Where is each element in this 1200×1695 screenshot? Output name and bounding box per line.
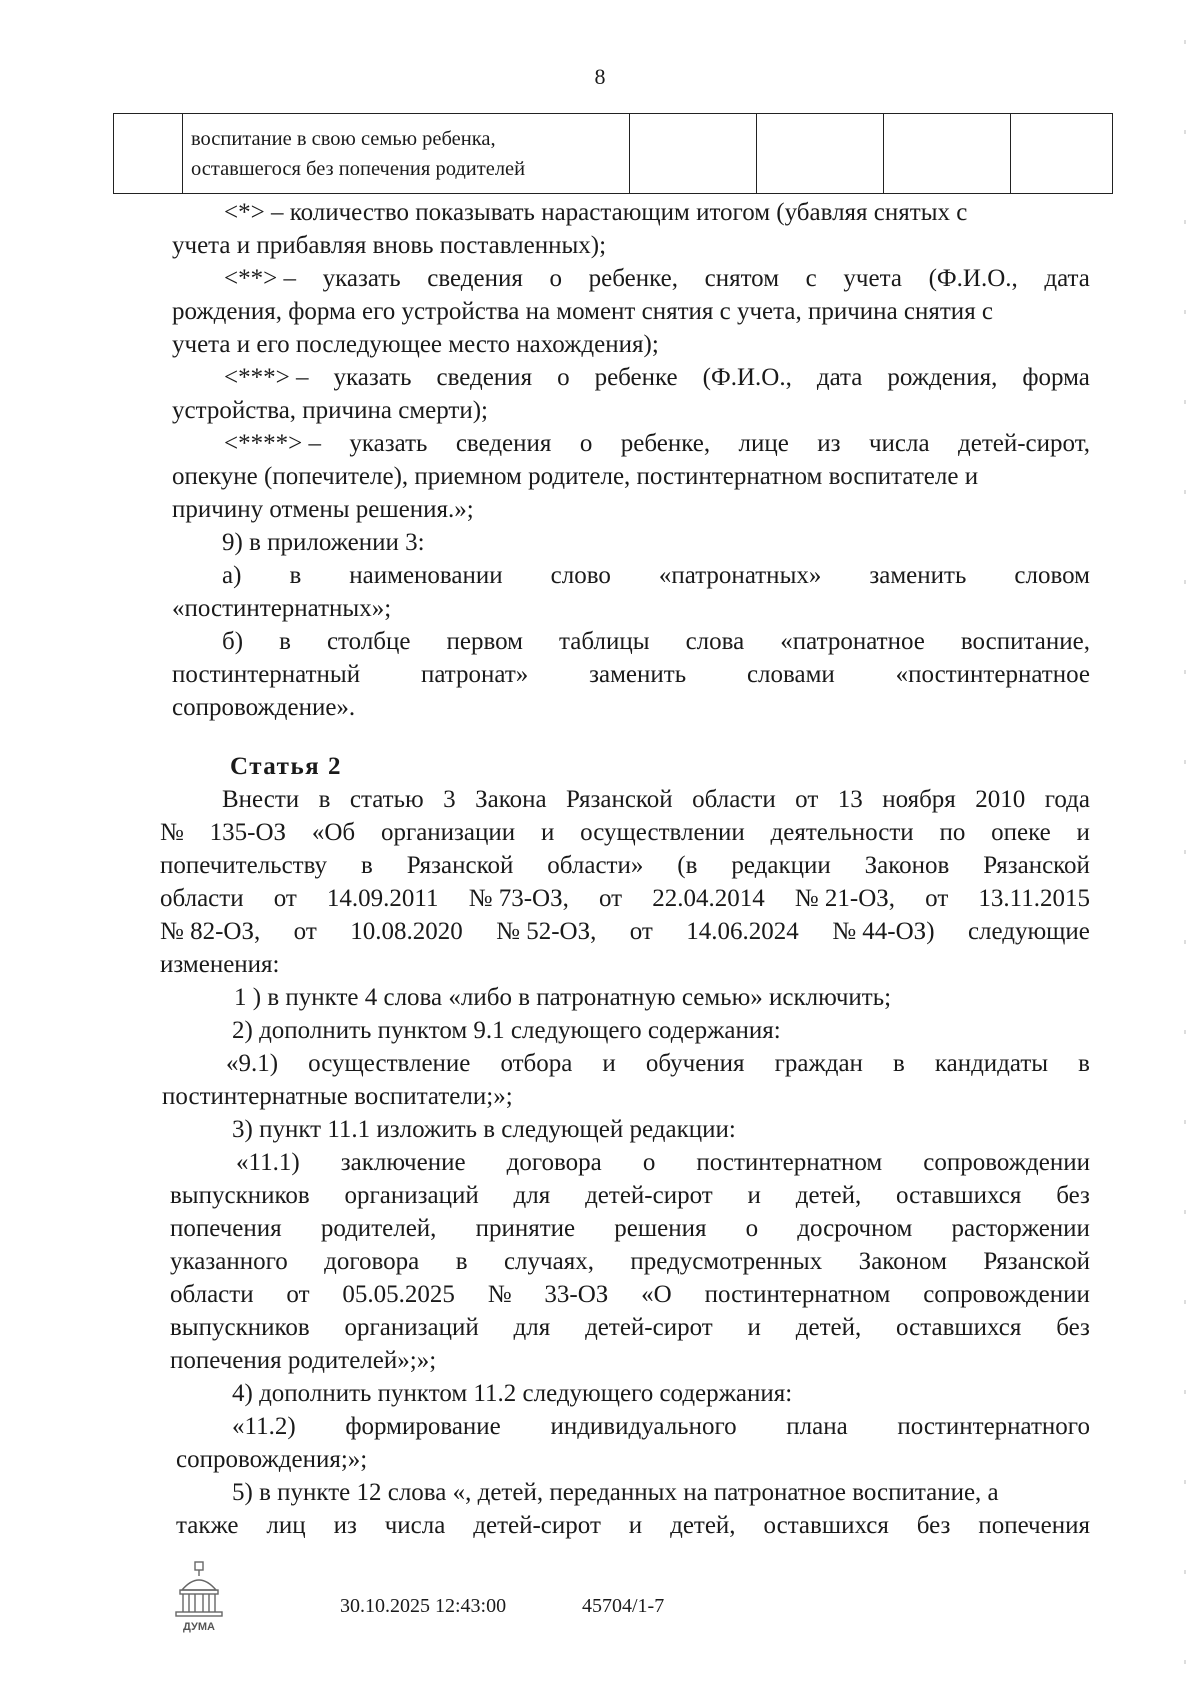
text-line: изменения:	[160, 951, 280, 978]
word: в	[1078, 1050, 1090, 1077]
word: указать	[333, 364, 412, 391]
text-line	[176, 1511, 1090, 1541]
word: в	[360, 852, 373, 879]
word: <**> –	[224, 265, 296, 292]
word: 10.08.2020	[350, 918, 463, 945]
word: области	[170, 1281, 254, 1308]
word: заменить	[869, 562, 967, 589]
word: редакции	[731, 852, 831, 879]
word: 2010	[975, 786, 1026, 813]
word: о	[642, 1149, 656, 1176]
word: 3	[443, 786, 456, 813]
text-line	[224, 429, 1090, 459]
text-line	[236, 1148, 1090, 1178]
word: следующие	[967, 918, 1090, 945]
word: Законом	[858, 1248, 947, 1275]
word: о	[745, 1215, 759, 1242]
word: осуществлении	[580, 819, 745, 846]
word: области»	[547, 852, 644, 879]
word: формирование	[345, 1413, 501, 1440]
word: слова	[685, 628, 745, 655]
word: предусмотренных	[630, 1248, 823, 1275]
word: обучения	[645, 1050, 745, 1077]
word: граждан	[774, 1050, 863, 1077]
word: о	[579, 430, 593, 457]
page-number: 8	[594, 64, 606, 89]
word: указать	[322, 265, 401, 292]
word: детей,	[795, 1314, 862, 1341]
word: 14.09.2011	[326, 885, 439, 912]
word: по	[939, 819, 966, 846]
word: ребенке	[594, 364, 678, 391]
word: 13.11.2015	[978, 885, 1090, 912]
word: 22.04.2014	[652, 885, 765, 912]
table-cell-description	[183, 114, 630, 194]
text-line	[160, 884, 1090, 914]
table-cell-value-2	[757, 114, 884, 194]
text-line	[170, 1247, 1090, 1277]
word: указать	[349, 430, 428, 457]
word: патронат»	[420, 661, 529, 688]
word: сведения	[455, 430, 552, 457]
logo-text: ДУМА	[183, 1621, 215, 1633]
word: «патронатных»	[658, 562, 822, 589]
text-line: причину отмены решения.»;	[172, 496, 474, 523]
word: года	[1044, 786, 1090, 813]
table-cell-line-1: воспитание в свою семью ребенка,	[191, 127, 496, 150]
word: таблицы	[559, 628, 650, 655]
word: сопровождении	[923, 1149, 1090, 1176]
word: и	[747, 1314, 761, 1341]
word: «11.1)	[236, 1149, 300, 1176]
word: заключение	[340, 1149, 466, 1176]
word: № 82-ОЗ,	[160, 918, 261, 945]
word: для	[513, 1182, 551, 1209]
word: расторжении	[951, 1215, 1090, 1242]
word: «11.2)	[232, 1413, 296, 1440]
text-line	[222, 785, 1090, 815]
word: без	[1056, 1182, 1090, 1209]
text-line: устройства, причина смерти);	[172, 397, 488, 424]
word: слово	[550, 562, 611, 589]
word: для	[513, 1314, 551, 1341]
word: Рязанской	[566, 786, 673, 813]
word: и	[602, 1050, 616, 1077]
text-line	[222, 627, 1090, 657]
word: о	[549, 265, 562, 292]
article-heading: Статья 2	[230, 753, 342, 780]
text-line	[224, 363, 1090, 393]
word: в	[318, 786, 331, 813]
text-line	[170, 1280, 1090, 1310]
text-line: 1 ) в пункте 4 слова «либо в патронатную семью» исключить;	[234, 984, 892, 1011]
continuation-table	[113, 113, 1113, 194]
footer-doc-code: 45704/1-7	[582, 1595, 665, 1617]
word: детей-сирот	[473, 1512, 601, 1539]
word: кандидаты	[934, 1050, 1049, 1077]
word: отбора	[500, 1050, 573, 1077]
word: Закона	[475, 786, 547, 813]
word: попечительству	[160, 852, 328, 879]
word: наименовании	[349, 562, 503, 589]
word: учета	[843, 265, 902, 292]
word: из	[817, 430, 841, 457]
text-line: учета и прибавляя вновь поставленных);	[172, 232, 607, 259]
word: 5) в пункте 12 слова «, детей, переданных на патронатное воспитание, а	[232, 1479, 999, 1506]
text-line: учета и его последующее место нахождения);	[172, 331, 659, 358]
word: договора	[324, 1248, 420, 1275]
word: лице	[738, 430, 789, 457]
word: опекуне (попечителе), приемном родителе, постинтернатном воспитателе и	[172, 463, 979, 490]
word: попечения	[170, 1215, 282, 1242]
text-line: 9) в приложении 3:	[222, 529, 425, 556]
word: ребенке,	[620, 430, 711, 457]
text-line	[232, 1412, 1090, 1442]
word: от	[629, 918, 653, 945]
table-row	[114, 114, 1113, 194]
word: от	[598, 885, 623, 912]
word: выпускников	[170, 1182, 310, 1209]
word: № 73-ОЗ,	[468, 885, 569, 912]
word: Рязанской	[406, 852, 514, 879]
word: от	[286, 1281, 310, 1308]
word: дата	[1044, 265, 1090, 292]
word: статью	[349, 786, 424, 813]
word: организаций	[344, 1182, 479, 1209]
word: форма	[1022, 364, 1090, 391]
word: словом	[1014, 562, 1090, 589]
word: (Ф.И.О.,	[702, 364, 792, 391]
word: в	[455, 1248, 468, 1275]
word: родителей,	[320, 1215, 437, 1242]
word: лиц	[266, 1512, 306, 1539]
text-line	[170, 1214, 1090, 1244]
word: сведения	[427, 265, 523, 292]
word: ребенке,	[588, 265, 678, 292]
word: договора	[506, 1149, 602, 1176]
word: досрочном	[797, 1215, 913, 1242]
word: и	[628, 1512, 643, 1539]
word: ноября	[882, 786, 956, 813]
word: № 21-ОЗ,	[794, 885, 896, 912]
word: от	[273, 885, 297, 912]
text-line	[172, 297, 1090, 327]
table-cell-value-4	[1011, 114, 1113, 194]
word: и	[540, 819, 555, 846]
text-line	[170, 1181, 1090, 1211]
word: воспитание,	[960, 628, 1090, 655]
word: рождения,	[887, 364, 998, 391]
word: 05.05.2025	[342, 1281, 455, 1308]
word: выпускников	[170, 1314, 310, 1341]
word: организации	[380, 819, 516, 846]
word: решения	[614, 1215, 707, 1242]
text-line: попечения родителей»;»;	[170, 1347, 437, 1374]
word: без	[1056, 1314, 1090, 1341]
text-line: 2) дополнить пунктом 9.1 следующего содержания:	[232, 1017, 781, 1044]
word: дата	[816, 364, 863, 391]
word: 33-ОЗ	[544, 1281, 609, 1308]
word: деятельности	[770, 819, 914, 846]
word: 14.06.2024	[686, 918, 799, 945]
word: постинтернатного	[897, 1413, 1090, 1440]
word: детей,	[795, 1182, 862, 1209]
word: заменить	[589, 661, 687, 688]
text-line	[226, 1049, 1090, 1079]
text-line: 3) пункт 11.1 изложить в следующей редакции:	[232, 1116, 736, 1143]
text-line: постинтернатные воспитатели;»;	[162, 1083, 513, 1110]
word: числа	[868, 430, 930, 457]
word: случаях,	[503, 1248, 594, 1275]
word: числа	[384, 1512, 446, 1539]
word: столбце	[326, 628, 411, 655]
word: опеке	[991, 819, 1051, 846]
text-line	[172, 660, 1090, 690]
text-line	[232, 1478, 1090, 1508]
word: (Ф.И.О.,	[928, 265, 1018, 292]
word: № 44-ОЗ)	[832, 918, 935, 945]
text-line	[160, 818, 1090, 848]
word: Законов	[864, 852, 950, 879]
word: детей-сирот,	[958, 430, 1090, 457]
word: области	[160, 885, 244, 912]
word: оставшихся	[896, 1182, 1022, 1209]
duma-logo-icon	[170, 1560, 228, 1634]
word: от	[293, 918, 317, 945]
word: № 52-ОЗ,	[496, 918, 597, 945]
word: в	[279, 628, 291, 655]
word: Рязанской	[983, 1248, 1090, 1275]
word: детей-сирот	[585, 1314, 713, 1341]
word: и	[747, 1182, 761, 1209]
word: 135-ОЗ	[209, 819, 287, 846]
word: осуществление	[308, 1050, 471, 1077]
word: №	[487, 1281, 512, 1308]
table-cell-number	[114, 114, 183, 194]
text-line	[222, 561, 1090, 591]
word: «О	[641, 1281, 672, 1308]
text-line: 4) дополнить пунктом 11.2 следующего содержания:	[232, 1380, 793, 1407]
word: от	[795, 786, 819, 813]
footer-timestamp: 30.10.2025 12:43:00	[340, 1595, 507, 1617]
table-cell-value-1	[630, 114, 757, 194]
word: также	[176, 1512, 239, 1539]
text-line	[224, 198, 1090, 228]
scan-edge-marks	[1184, 0, 1186, 1695]
word: а)	[222, 562, 242, 589]
word: «Об	[311, 819, 356, 846]
table-cell-line-2: оставшегося без попечения родителей	[191, 157, 526, 180]
word: постинтернатном	[696, 1149, 883, 1176]
word: области	[692, 786, 776, 813]
word: Рязанской	[983, 852, 1090, 879]
word: от	[925, 885, 949, 912]
word: рождения, форма его устройства на момент снятия с учета, причина снятия с	[172, 298, 994, 325]
word: №	[160, 819, 184, 846]
word: (в	[677, 852, 698, 879]
text-line	[172, 462, 1090, 492]
word: <***> –	[224, 364, 309, 391]
word: постинтернатный	[172, 661, 361, 688]
text-line	[160, 917, 1090, 947]
word: сопровождении	[923, 1281, 1090, 1308]
word: сведения	[436, 364, 533, 391]
word: 13	[837, 786, 863, 813]
text-line: сопровождение».	[172, 694, 356, 721]
word: о	[557, 364, 570, 391]
word: в	[289, 562, 302, 589]
word: попечения	[978, 1512, 1090, 1539]
word: <*> – количество показывать нарастающим итогом (убавляя снятых с	[224, 199, 968, 226]
text-line	[170, 1313, 1090, 1343]
word: указанного	[170, 1248, 288, 1275]
word: б)	[222, 628, 244, 655]
word: из	[333, 1512, 357, 1539]
word: <****> –	[224, 430, 321, 457]
word: первом	[446, 628, 523, 655]
word: организаций	[344, 1314, 479, 1341]
word: в	[892, 1050, 905, 1077]
table-cell-value-3	[884, 114, 1011, 194]
word: детей,	[670, 1512, 736, 1539]
word: без	[916, 1512, 951, 1539]
text-line: сопровождения;»;	[176, 1446, 368, 1473]
word: принятие	[475, 1215, 576, 1242]
word: снятом	[704, 265, 780, 292]
word: детей-сирот	[585, 1182, 713, 1209]
word: индивидуального	[550, 1413, 737, 1440]
word: с	[805, 265, 817, 292]
word: «9.1)	[226, 1050, 279, 1077]
text-line	[160, 851, 1090, 881]
word: плана	[786, 1413, 848, 1440]
text-line: «постинтернатных»;	[172, 595, 392, 622]
word: «патронатное	[780, 628, 925, 655]
word: словами	[746, 661, 835, 688]
word: и	[1076, 819, 1090, 846]
word: оставшихся	[896, 1314, 1022, 1341]
word: «постинтернатное	[895, 661, 1090, 688]
word: постинтернатном	[704, 1281, 891, 1308]
word: Внести	[222, 786, 300, 813]
word: оставшихся	[763, 1512, 889, 1539]
text-line	[224, 264, 1090, 294]
